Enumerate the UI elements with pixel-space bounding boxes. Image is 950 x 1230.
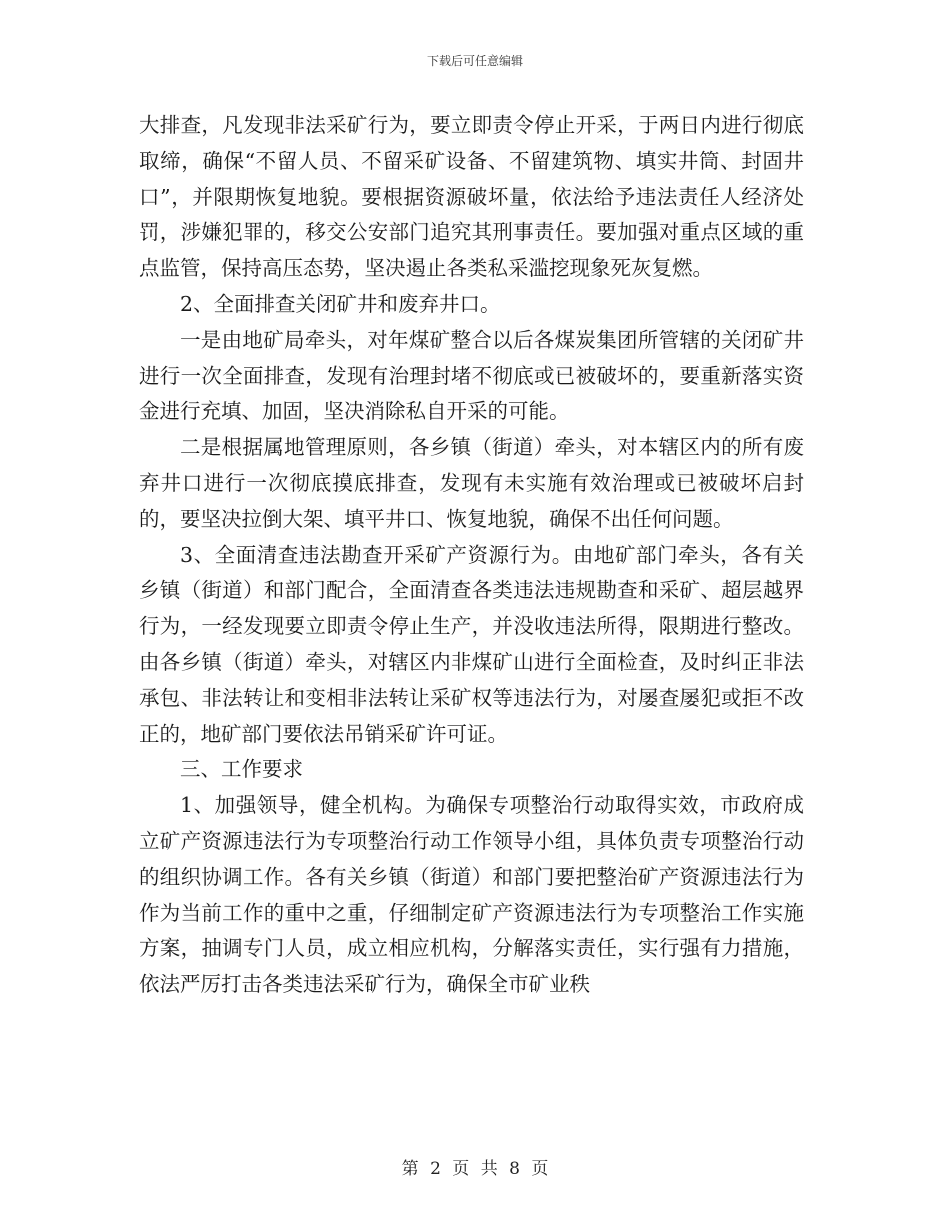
paragraph-heading-3: 3、全面清查违法勘查开采矿产资源行为。由地矿部门牵头，各有关乡镇（街道）和部门配合，全面清查各类违法违规勘查和采矿、超层越界行为，一经发现要立即责令停止生产，并没收违法所得，限期进行整改。由各乡镇（街道）牵头，对辖区内非煤矿山进行全面检查，及时纠正非法承包、非法转让和变相非法转让采矿权等违法行为，对屡查屡犯或拒不改正的，地矿部门要依法吊销采矿许可证。 [139,542,804,746]
section-heading-work-requirements: 三、工作要求 [180,757,303,782]
paragraph-item-1: 一是由地矿局牵头，对年煤矿整合以后各煤炭集团所管辖的关闭矿井进行一次全面排查，发现有治理封堵不彻底或已被破坏的，要重新落实资金进行充填、加固，坚决消除私自开采的可能。 [139,327,804,424]
page-header-note: 下载后可任意编辑 [426,54,523,68]
page-footer-number: 第 2 页 共 8 页 [401,1159,549,1179]
document-body [139,108,804,1003]
paragraph-continuation: 大排查，凡发现非法采矿行为，要立即责令停止开采，于两日内进行彻底取缔，确保“不留人员、不留采矿设备、不留建筑物、填实井筒、封固井口”，并限期恢复地貌。要根据资源破坏量，依法给予违法责任人经济处罚，涉嫌犯罪的，移交公安部门追究其刑事责任。要加强对重点区域的重点监管，保持高压态势，坚决遏止各类私采滥挖现象死灰复燃。 [139,113,804,281]
paragraph-requirement-1: 1、加强领导，健全机构。为确保专项整治行动取得实效，市政府成立矿产资源违法行为专项整治行动工作领导小组，具体负责专项整治行动的组织协调工作。各有关乡镇（街道）和部门要把整治矿产资源违法行为作为当前工作的重中之重，仔细制定矿产资源违法行为专项整治工作实施方案，抽调专门人员，成立相应机构，分解落实责任，实行强有力措施，依法严厉打击各类违法采矿行为，确保全市矿业秩 [139,793,804,997]
paragraph-heading-2: 2、全面排查关闭矿井和废弃井口。 [180,291,501,316]
paragraph-item-2: 二是根据属地管理原则，各乡镇（街道）牵头，对本辖区内的所有废弃井口进行一次彻底摸底排查，发现有未实施有效治理或已被破坏启封的，要坚决拉倒大架、填平井口、恢复地貌，确保不出任何问题。 [139,435,804,531]
